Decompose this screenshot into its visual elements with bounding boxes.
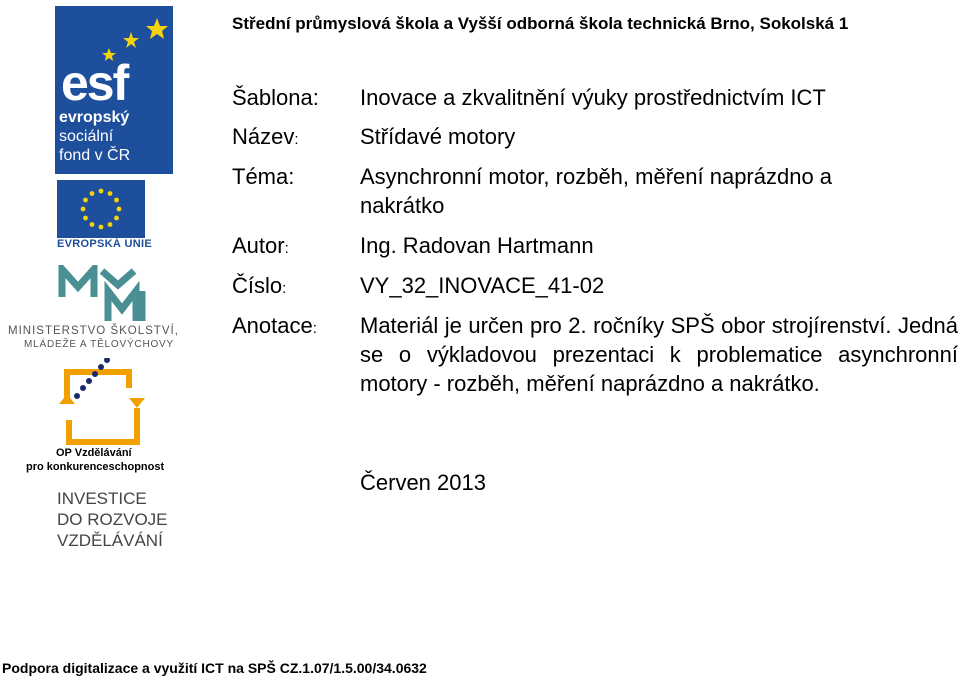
label-cislo-colon: : bbox=[282, 280, 287, 297]
op-line1: OP Vzdělávání bbox=[56, 447, 132, 459]
school-header: Střední průmyslová škola a Vyšší odborná škola technická Brno, Sokolská 1 bbox=[232, 14, 849, 33]
label-nazev-text: Název bbox=[232, 124, 295, 149]
label-tema: Téma: bbox=[232, 164, 295, 189]
op-line2: pro konkurenceschopnost bbox=[26, 461, 165, 473]
value-sablona: Inovace a zkvalitnění výuky prostřednictvím ICT bbox=[360, 85, 826, 110]
eu-flag-icon bbox=[57, 180, 145, 238]
value-tema: Asynchronní motor, rozběh, měření naprázdno a nakrátko bbox=[360, 164, 833, 218]
esf-line2: sociální bbox=[59, 128, 114, 145]
value-nazev: Střídavé motory bbox=[360, 124, 516, 149]
investice-line3: VZDĚLÁVÁNÍ bbox=[57, 531, 163, 550]
label-anotace-colon: : bbox=[312, 320, 317, 337]
label-nazev bbox=[232, 122, 299, 154]
label-cislo bbox=[232, 271, 286, 303]
msmt-line1: MINISTERSTVO ŠKOLSTVÍ, bbox=[8, 325, 179, 337]
msmt-line2: MLÁDEŽE A TĚLOVÝCHOVY bbox=[24, 339, 174, 350]
value-autor: Ing. Radovan Hartmann bbox=[360, 233, 594, 258]
logo-column bbox=[0, 0, 200, 600]
footer: Podpora digitalizace a využití ICT na SPŠ CZ.1.07/1.5.00/34.0632 bbox=[2, 660, 427, 676]
label-autor-text: Autor bbox=[232, 233, 285, 258]
label-anotace bbox=[232, 311, 317, 343]
value-cislo: VY_32_INOVACE_41-02 bbox=[360, 273, 605, 298]
investice-line1: INVESTICE bbox=[57, 489, 147, 508]
eu-label: EVROPSKÁ UNIE bbox=[57, 238, 152, 250]
investice-text bbox=[57, 488, 168, 551]
date: Červen 2013 bbox=[360, 470, 486, 495]
label-anotace-text: Anotace bbox=[232, 313, 313, 338]
investice-line2: DO ROZVOJE bbox=[57, 510, 168, 529]
esf-subtitle bbox=[59, 108, 130, 165]
label-nazev-colon: : bbox=[294, 131, 299, 148]
msmt-logo-icon bbox=[58, 265, 148, 323]
label-sablona: Šablona: bbox=[232, 85, 319, 110]
esf-mark: esf bbox=[61, 55, 128, 111]
op-logo-icon bbox=[57, 358, 149, 450]
label-autor bbox=[232, 231, 289, 263]
value-anotace: Materiál je určen pro 2. ročníky SPŠ obor strojírenství. Jedná se o výkladovou prezentaci k problematice asynchronní motory - rozběh, měření naprázdno a nakrátko. bbox=[360, 313, 958, 396]
label-autor-colon: : bbox=[284, 240, 289, 257]
esf-line3: fond v ČR bbox=[59, 147, 131, 164]
esf-line1: evropský bbox=[59, 109, 130, 126]
label-cislo-text: Číslo bbox=[232, 273, 283, 298]
esf-logo bbox=[55, 6, 173, 174]
